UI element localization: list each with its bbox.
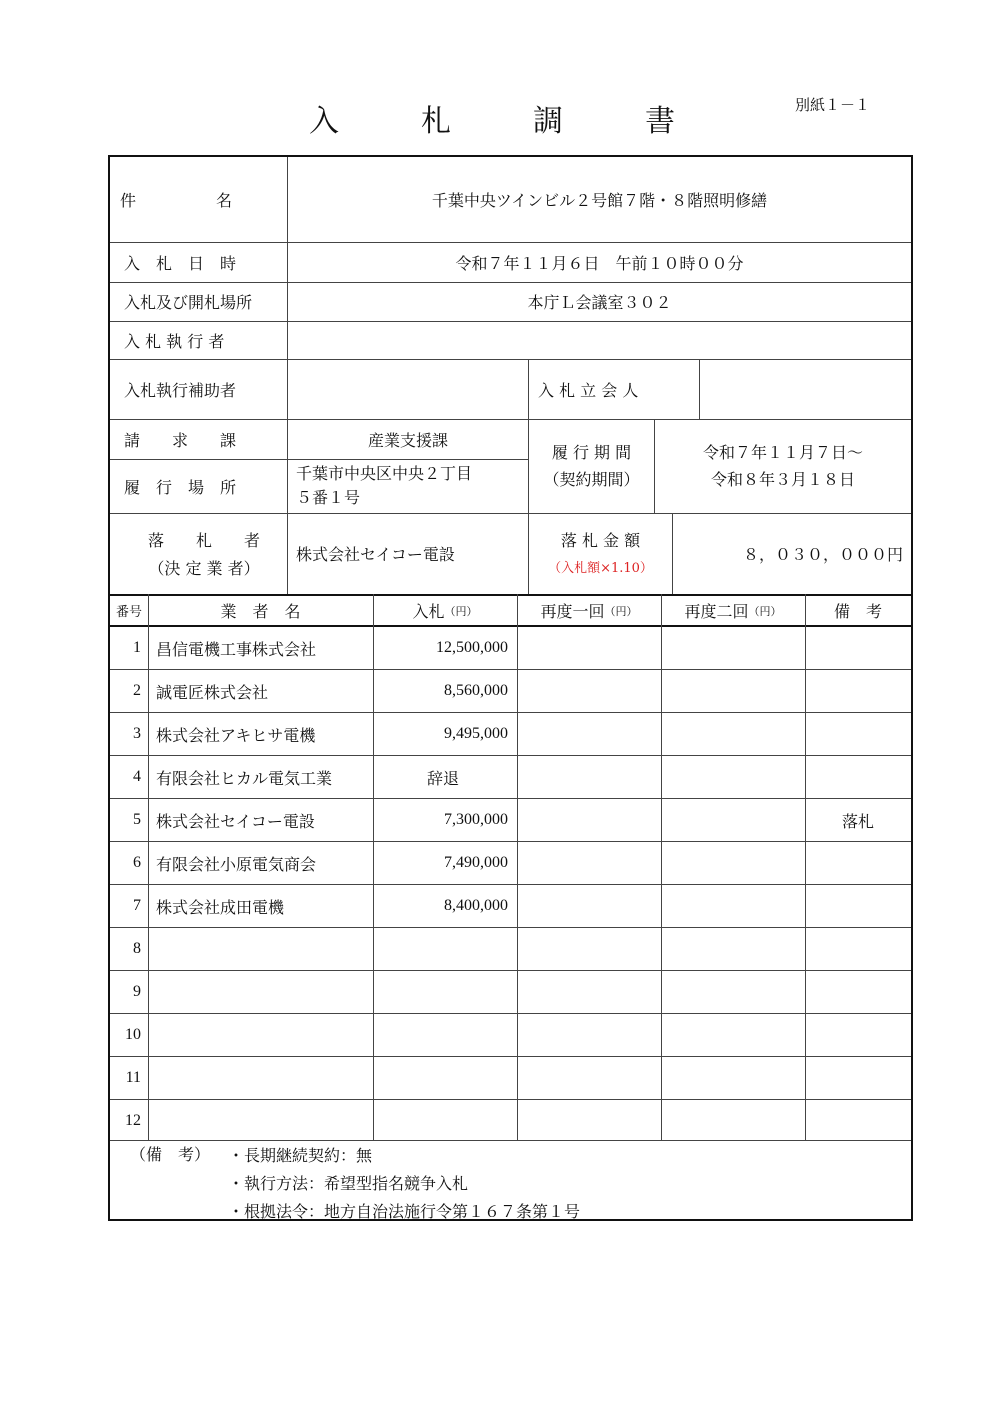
bid-amount: 8,400,000: [444, 897, 508, 914]
bid-amount: 辞退: [427, 770, 460, 788]
work-place-line1: 千葉市中央区中央２丁目: [296, 464, 473, 483]
remarks: [805, 756, 911, 798]
yen-unit: （円）: [604, 604, 638, 618]
bid-place: 本庁Ｌ会議室３０２: [527, 293, 672, 312]
row-number: 7: [133, 897, 141, 914]
rebid1-amount: [517, 885, 661, 927]
remarks: 落札: [841, 811, 874, 831]
rebid2-amount: [661, 1100, 805, 1142]
rebid2-amount: [661, 1014, 805, 1056]
col-header-rebid2: [661, 596, 805, 625]
rebid1-amount: [517, 713, 661, 755]
rebid2-amount: [661, 1057, 805, 1099]
row-number: 10: [125, 1026, 141, 1043]
remarks: [805, 627, 911, 669]
rebid1-amount: [517, 1014, 661, 1056]
remarks: [805, 928, 911, 970]
bid-amount: 12,500,000: [436, 639, 508, 656]
rebid1-amount: [517, 799, 661, 841]
rebid2-amount: [661, 842, 805, 884]
document-title: 入 札 調 書: [309, 104, 701, 139]
project-name-label: 件 名: [120, 191, 233, 210]
bid-amount: 8,560,000: [444, 682, 508, 699]
col-header-rebid1-label: 再度一回: [540, 602, 605, 621]
col-header-bid: [373, 596, 517, 625]
row-number: 4: [133, 768, 141, 785]
remarks: [805, 885, 911, 927]
company-name: 株式会社アキヒサ電機: [156, 725, 316, 745]
company-name: [148, 1100, 373, 1142]
company-name: 昌信電機工事株式会社: [156, 639, 317, 659]
remarks: [805, 1014, 911, 1056]
note-item: ・長期継続契約：無: [228, 1146, 373, 1165]
col-header-rebid1: [517, 596, 661, 625]
bid-amount: [373, 1014, 517, 1056]
bid-amount: [373, 971, 517, 1013]
winner-label-2: （決 定 業 者）: [148, 559, 260, 578]
period-label-2: （契約期間）: [543, 470, 640, 489]
project-name: 千葉中央ツインビル２号館７階・８階照明修繕: [431, 191, 768, 210]
period-label: [529, 439, 654, 499]
row-number: 8: [133, 940, 141, 957]
bid-amount: 7,300,000: [444, 811, 508, 828]
winner-label-1: 落 札 者: [147, 531, 260, 550]
witness-value: [706, 359, 906, 419]
period-line1: 令和７年１１月７日～: [702, 443, 863, 462]
requesting-dept: 産業支援課: [367, 430, 448, 450]
bid-datetime-label: 入 札 日 時: [124, 253, 237, 273]
bid-amount: [373, 1057, 517, 1099]
bid-amount: 9,495,000: [444, 725, 508, 742]
company-name: [148, 1057, 373, 1099]
winning-amount: ８，０３０，０００円: [742, 545, 903, 564]
col-header-rebid2-label: 再度二回: [684, 602, 749, 621]
executor-value: [296, 321, 896, 359]
rebid1-amount: [517, 627, 661, 669]
col-header-company: 業 者 名: [220, 602, 301, 621]
rebid2-amount: [661, 627, 805, 669]
rebid1-amount: [517, 756, 661, 798]
company-name: [148, 1014, 373, 1056]
rebid1-amount: [517, 1100, 661, 1142]
notes-list: [228, 1142, 908, 1226]
remarks: [805, 670, 911, 712]
row-number: 2: [133, 682, 141, 699]
remarks: [805, 713, 911, 755]
remarks: [805, 842, 911, 884]
rebid1-amount: [517, 971, 661, 1013]
bid-amount: [373, 1100, 517, 1142]
company-name: 有限会社小原電気商会: [156, 854, 317, 874]
remarks: [805, 1057, 911, 1099]
remarks: [805, 1100, 911, 1142]
note-item: ・執行方法：希望型指名競争入札: [228, 1174, 469, 1193]
remarks: [805, 971, 911, 1013]
period-line2: 令和８年３月１８日: [710, 470, 855, 489]
rebid1-amount: [517, 670, 661, 712]
company-name: [148, 928, 373, 970]
notes-label: （備 考）: [130, 1145, 211, 1164]
rebid2-amount: [661, 713, 805, 755]
rebid2-amount: [661, 971, 805, 1013]
row-number: 6: [133, 854, 141, 871]
period-label-1: 履 行 期 間: [551, 443, 632, 462]
requesting-dept-label: 請 求 課: [124, 430, 237, 450]
company-name: 株式会社セイコー電設: [156, 811, 315, 831]
bid-datetime: 令和７年１１月６日 午前１０時００分: [455, 253, 744, 273]
row-number: 9: [133, 983, 141, 1000]
rebid2-amount: [661, 799, 805, 841]
rebid1-amount: [517, 1057, 661, 1099]
work-place: [296, 462, 526, 512]
assistant-label: 入札執行補助者: [124, 380, 237, 400]
bid-place-label: 入札及び開札場所: [124, 293, 253, 312]
rebid1-amount: [517, 928, 661, 970]
witness-label: 入 札 立 会 人: [538, 380, 639, 400]
rebid2-amount: [661, 885, 805, 927]
col-header-no: 番号: [115, 605, 142, 620]
col-header-bid-label: 入札: [412, 602, 445, 621]
assistant-value: [296, 359, 526, 419]
attachment-label: 別紙１－１: [795, 96, 871, 114]
contract-period: [655, 439, 911, 499]
col-header-remarks: 備 考: [833, 602, 882, 621]
row-number: 3: [133, 725, 141, 742]
yen-unit: （円）: [444, 604, 478, 618]
amount-note: （入札額×1.10）: [548, 561, 653, 576]
company-name: [148, 971, 373, 1013]
rebid2-amount: [661, 670, 805, 712]
rebid1-amount: [517, 842, 661, 884]
winning-amount-label: [529, 527, 672, 587]
row-number: 11: [125, 1069, 141, 1086]
executor-label: 入 札 執 行 者: [124, 331, 225, 351]
work-place-label: 履 行 場 所: [124, 477, 237, 497]
bid-amount: 7,490,000: [444, 854, 508, 871]
row-number: 12: [125, 1112, 141, 1129]
work-place-line2: ５番１号: [296, 488, 361, 507]
bid-amount: [373, 928, 517, 970]
winner-name: 株式会社セイコー電設: [296, 545, 455, 564]
row-number: 5: [133, 811, 141, 828]
winner-label: [124, 527, 284, 587]
company-name: 誠電匠株式会社: [156, 682, 269, 702]
yen-unit: （円）: [748, 604, 782, 618]
row-number: 1: [133, 639, 141, 656]
company-name: 有限会社ヒカル電気工業: [156, 768, 333, 788]
rebid2-amount: [661, 928, 805, 970]
rebid2-amount: [661, 756, 805, 798]
bid-record-form: [108, 155, 913, 1221]
note-item: ・根拠法令：地方自治法施行令第１６７条第１号: [228, 1202, 581, 1221]
company-name: 株式会社成田電機: [156, 897, 285, 917]
amount-label: 落 札 金 額: [560, 531, 641, 550]
